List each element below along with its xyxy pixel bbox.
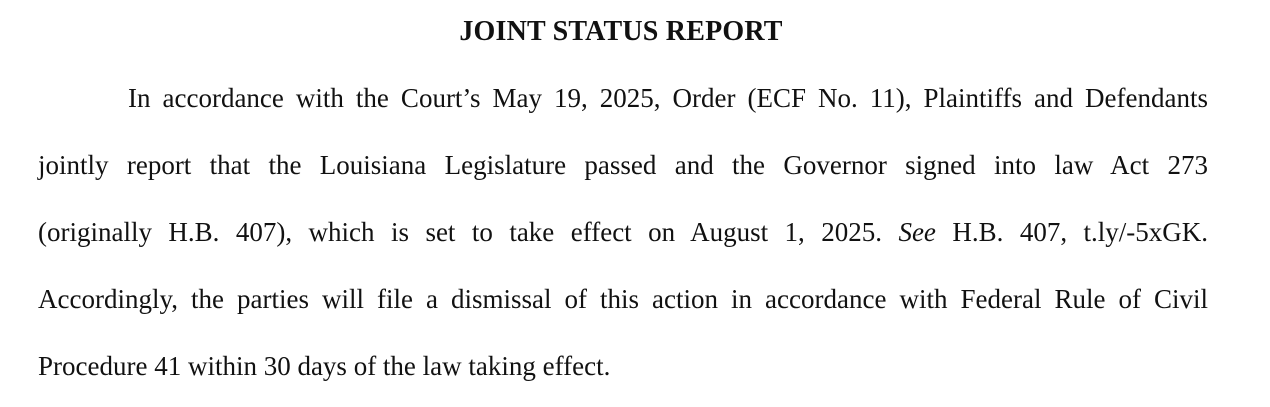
paragraph-line-1: In accordance with the Court’s May 19, 2025, Order (ECF No. 11), Plaintiffs and Defendants bbox=[128, 83, 1208, 113]
see-signal: See bbox=[898, 217, 936, 247]
paragraph-line-3 bbox=[38, 214, 1208, 250]
paragraph-line-2: jointly report that the Louisiana Legislature passed and the Governor signed into law Act 273 bbox=[38, 150, 1208, 180]
paragraph-line-5: Procedure 41 within 30 days of the law taking effect. bbox=[38, 351, 611, 381]
document-title: JOINT STATUS REPORT bbox=[459, 16, 783, 47]
effective-date-text: (originally H.B. 407), which is set to take effect on August 1, 2025. bbox=[38, 217, 882, 247]
paragraph-line-4: Accordingly, the parties will file a dismissal of this action in accordance with Federal Rule of Civil bbox=[38, 284, 1208, 314]
citation-text: H.B. 407, t.ly/-5xGK. bbox=[952, 217, 1209, 247]
